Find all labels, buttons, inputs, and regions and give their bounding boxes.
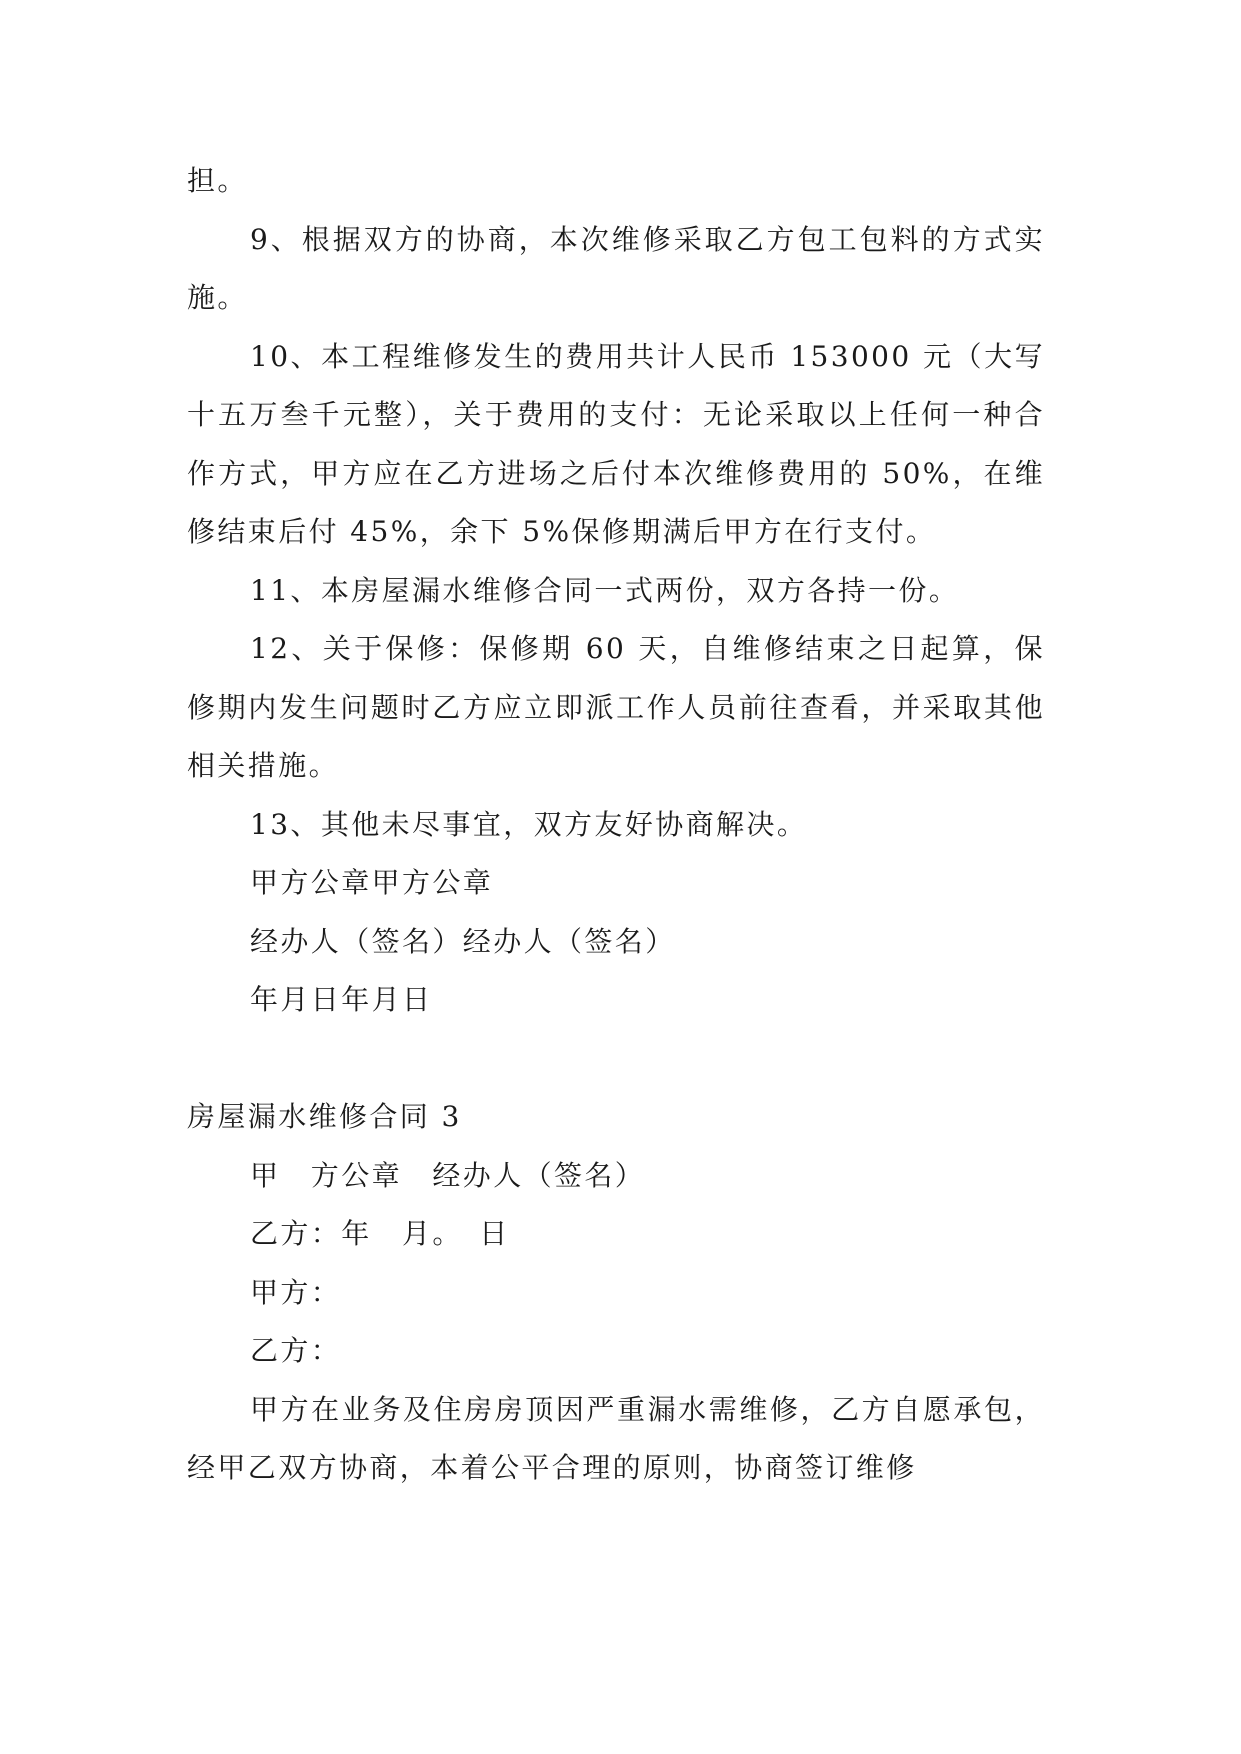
paragraph-continuation: 担。 <box>187 164 248 197</box>
party-a-label: 甲方： <box>250 1275 342 1309</box>
section-title: 房屋漏水维修合同 3 <box>187 1100 462 1133</box>
clause-12: 12、关于保修：保修期 60 天，自维修结束之日起算，保修期内发生问题时乙方应立即派工作人员前往查看，并采取其他相关措施。 <box>187 632 1045 782</box>
signature-line-date: 年月日年月日 <box>250 983 433 1016</box>
party-b-label: 乙方： <box>250 1334 342 1367</box>
clause-10: 10、本工程维修发生的费用共计人民币 153000 元（大写十五万叁千元整），关于费用的支付：无论采取以上任何一种合作方式，甲方应在乙方进场之后付本次维修费用的 50%，在维修结束后付 45%，余下 5%保修期满后甲方在行支付。 <box>187 339 1045 548</box>
clause-13: 13、其他未尽事宜，双方友好协商解决。 <box>250 807 808 841</box>
document-page <box>187 152 1045 1498</box>
contract-intro-paragraph: 甲方在业务及住房房顶因严重漏水需维修，乙方自愿承包，经甲乙双方协商，本着公平合理的原则，协商签订维修 <box>187 1392 1045 1484</box>
signature-line-party-a-seal: 甲 方公章 经办人（签名） <box>250 1158 646 1192</box>
clause-11: 11、本房屋漏水维修合同一式两份，双方各持一份。 <box>250 573 960 607</box>
clause-9: 9、根据双方的协商，本次维修采取乙方包工包料的方式实施。 <box>187 222 1045 314</box>
signature-line-party-b-date: 乙方：年 月。 日 <box>250 1217 510 1250</box>
signature-line-agent: 经办人（签名）经办人（签名） <box>250 924 676 958</box>
signature-line-seal: 甲方公章甲方公章 <box>250 866 494 899</box>
